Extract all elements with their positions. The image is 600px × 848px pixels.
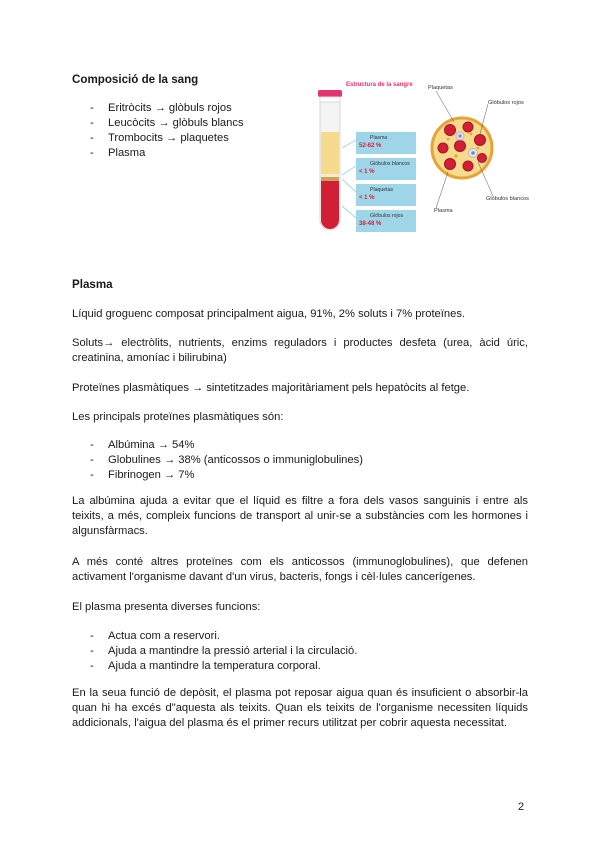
list-item: - Globulines → 38% (anticossos o immuniglobulines): [72, 453, 512, 468]
red-cells-layer: [321, 181, 339, 229]
list-item: - Actua com a reservori.: [72, 629, 512, 644]
functions-list: [72, 629, 512, 674]
info-box-title: Plaquetas: [370, 187, 394, 193]
page-number: 2: [518, 801, 525, 813]
info-box-value: 38-48 %: [359, 221, 382, 227]
composition-list: [72, 101, 302, 161]
info-box-value: < 1 %: [359, 195, 375, 201]
info-box-title: Plasma: [370, 135, 388, 141]
connector-line: [342, 166, 356, 175]
list-item: - Leucòcits → glòbuls blancs: [72, 116, 302, 131]
paragraph-plasma-definition: Líquid groguenc composat principalment aigua, 91%, 2% soluts i 7% proteïnes.: [72, 308, 466, 320]
info-box-globulos-rojos: [356, 210, 416, 232]
figure-title: Estructura de la sangre: [346, 82, 413, 88]
info-box-title: Glóbulos blancos: [370, 161, 410, 167]
proteins-list: [72, 438, 512, 483]
list-item: - Ajuda a mantindre la temperatura corporal.: [72, 659, 512, 674]
list-item: - Albúmina → 54%: [72, 438, 512, 453]
list-item: - Eritròcits → glòbuls rojos: [72, 101, 302, 116]
label-plaquetas: Plaquetas: [428, 85, 453, 91]
plasma-layer: [321, 132, 339, 174]
paragraph-soluts: Soluts→ electròlits, nutrients, enzims reguladors i productes desfeta (urea, àcid úric, creatinina, amoníac i bilirubina): [72, 337, 528, 364]
info-box-globulos-blancos: [356, 158, 416, 180]
paragraph-principals: Les principals proteïnes plasmàtiques són:: [72, 411, 284, 423]
info-box-title: Glóbulos rojos: [370, 213, 404, 219]
connector-line: [342, 179, 356, 192]
paragraph-albumina: La albúmina ajuda a evitar que el líquid es filtre a fora dels vasos sanguinis i entre als teixits, a més, compleix funcions de transport al unir-se a substàncies com les hormones i algunsfàrmacs.: [72, 495, 528, 537]
tube-neck: [320, 97, 340, 102]
connector-line: [342, 206, 356, 218]
paragraph-anticossos: A més conté altres proteïnes com els anticossos (immunoglobulines), que defenen activament l'organisme davant d'un virus, bacteris, fongs i cèl·lules cancerígenes.: [72, 556, 528, 583]
info-box-plasma: [356, 132, 416, 154]
paragraph-proteines: Proteïnes plasmàtiques → sintetitzades majoritàriament pels hepatòcits al fetge.: [72, 382, 470, 394]
list-item: - Trombocits → plaquetes: [72, 131, 302, 146]
label-globulos-blancos: Glóbulos blancos: [486, 196, 529, 202]
list-item: - Ajuda a mantindre la pressió arterial i la circulació.: [72, 644, 512, 659]
white-cells-layer: [321, 174, 339, 177]
section-title-plasma: Plasma: [72, 278, 113, 291]
connector-line: [342, 140, 356, 148]
info-box-value: < 1 %: [359, 169, 375, 175]
blood-structure-figure: [308, 76, 538, 246]
label-globulos-rojos: Glóbulos rojos: [488, 100, 524, 106]
info-box-value: 52-62 %: [359, 143, 382, 149]
label-plasma: Plasma: [434, 208, 453, 214]
list-item: - Plasma: [72, 146, 302, 161]
paragraph-deposit: En la seua funció de depòsit, el plasma pot reposar aigua quan és insuficient o absorbir-la quan hi ha excés d"aquesta als teixits. Quan els teixits de l'organisme necessiten líquids addicionals, l'aigua del plasma és el primer recurs utilitzat per cobrir aquesta necessitat.: [72, 687, 528, 729]
tube-cap: [318, 90, 342, 97]
paragraph-funcions: El plasma presenta diverses funcions:: [72, 601, 261, 613]
info-box-plaquetas: [356, 184, 416, 206]
section-title-composicio: Composició de la sang: [72, 73, 199, 86]
list-item: - Fibrinogen → 7%: [72, 468, 512, 483]
platelets-layer: [321, 177, 339, 181]
